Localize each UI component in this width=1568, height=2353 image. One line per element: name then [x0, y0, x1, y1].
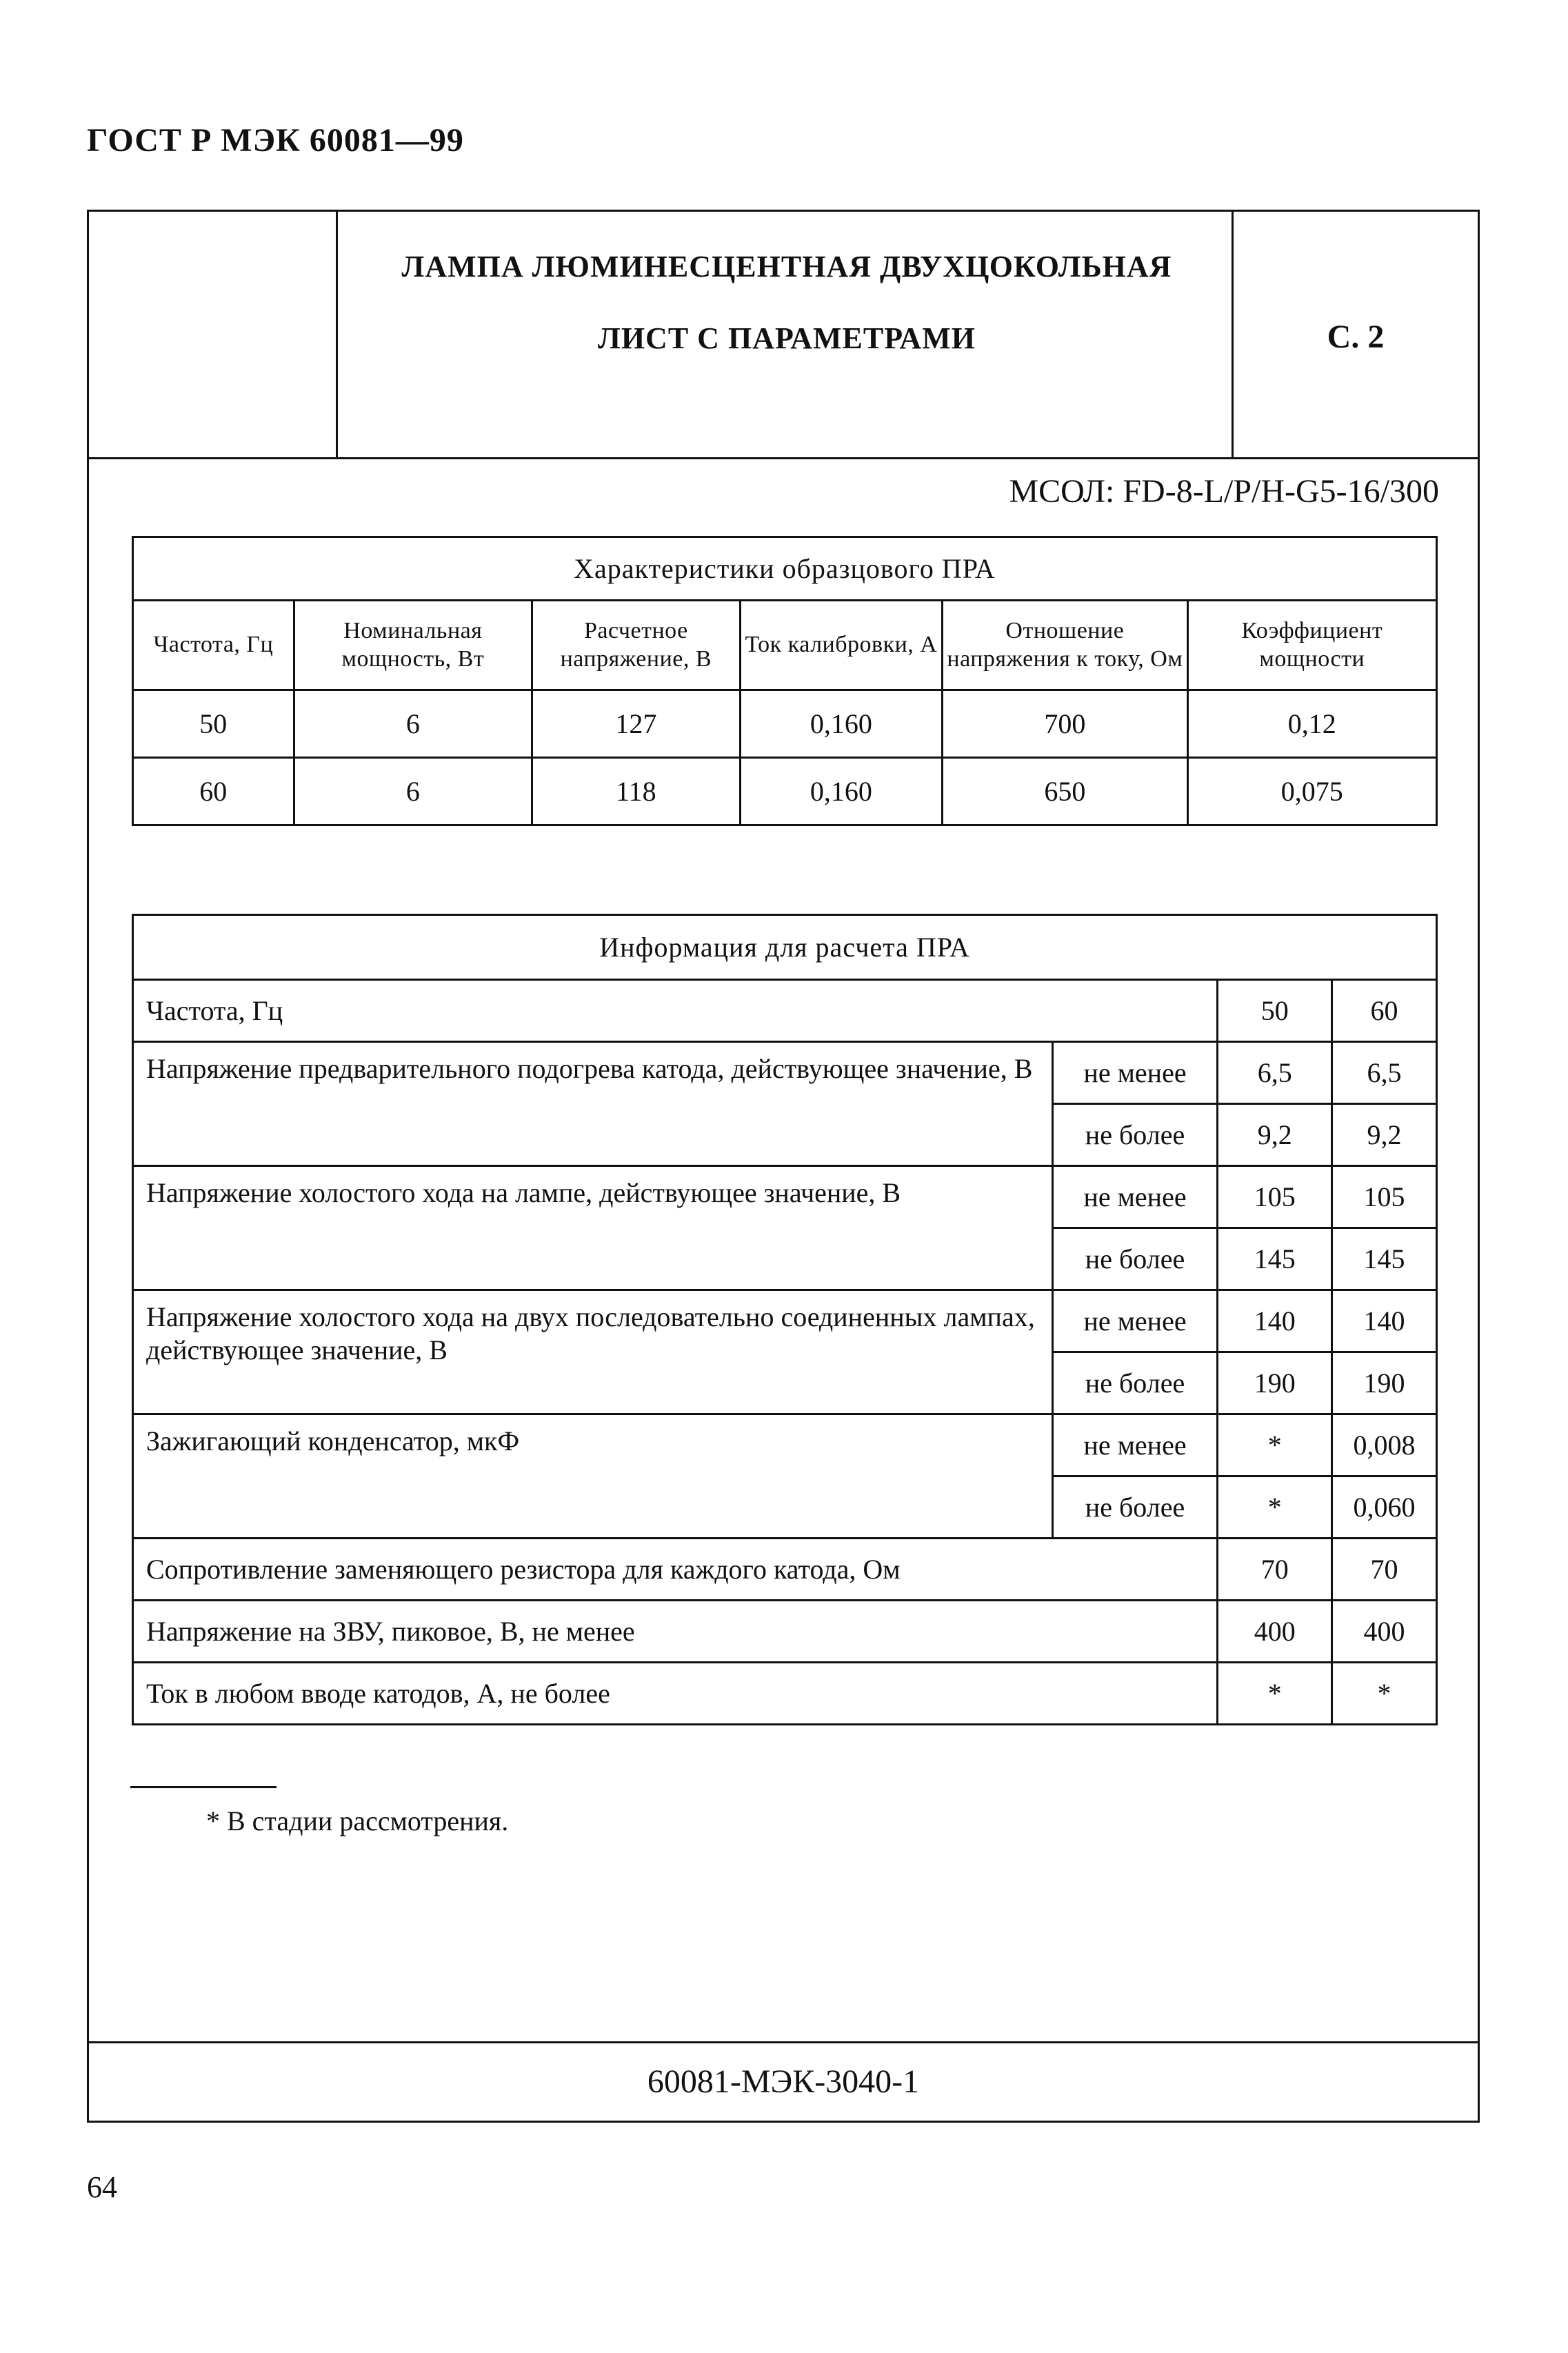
table-cell: 60 — [1332, 980, 1437, 1042]
table-cell: 0,160 — [740, 690, 943, 758]
table-header-row — [133, 601, 1437, 690]
table-cell: 9,2 — [1218, 1104, 1332, 1166]
table-caption: Информация для расчета ПРА — [133, 915, 1437, 980]
table-row — [133, 1290, 1437, 1352]
row-label: Сопротивление заменяющего резистора для каждого катода, Ом — [133, 1539, 1218, 1601]
column-header: Отношение напряжения к току, Ом — [943, 601, 1187, 690]
table-cell: 127 — [532, 690, 741, 758]
table-cell: 190 — [1218, 1352, 1332, 1414]
row-label: Частота, Гц — [133, 980, 1218, 1042]
column-header: Коэффициент мощности — [1187, 601, 1436, 690]
table-cell: 0,12 — [1187, 690, 1436, 758]
table-cell: * — [1218, 1476, 1332, 1539]
table-cell: 105 — [1332, 1166, 1437, 1228]
column-header: Расчетное напряжение, В — [532, 601, 741, 690]
table-row — [133, 1663, 1437, 1725]
table-cell: 145 — [1218, 1228, 1332, 1290]
sheet-number: С. 2 — [1327, 319, 1385, 355]
row-label: Напряжение на ЗВУ, пиковое, В, не менее — [133, 1601, 1218, 1663]
limit-label: не менее — [1052, 1414, 1218, 1476]
table-cell: 105 — [1218, 1166, 1332, 1228]
table-cell: 0,160 — [740, 758, 943, 825]
table-cell: 118 — [532, 758, 741, 825]
table-cell: 70 — [1332, 1539, 1437, 1601]
table-cell: 140 — [1218, 1290, 1332, 1352]
table-cell: 145 — [1332, 1228, 1437, 1290]
ballast-characteristics-table — [132, 536, 1438, 826]
table-cell: 700 — [943, 690, 1187, 758]
table-cell: 0,008 — [1332, 1414, 1437, 1476]
row-label: Напряжение холостого хода на лампе, действующее значение, В — [133, 1166, 1053, 1290]
table-cell: * — [1218, 1414, 1332, 1476]
table-cell: 50 — [1218, 980, 1332, 1042]
title-lamp-type: ЛАМПА ЛЮМИНЕСЦЕНТНАЯ ДВУХЦОКОЛЬНАЯ — [401, 250, 1172, 283]
limit-label: не более — [1052, 1104, 1218, 1166]
table-caption: Характеристики образцового ПРА — [133, 537, 1437, 601]
limit-label: не менее — [1052, 1042, 1218, 1104]
table-cell: 6 — [294, 758, 532, 825]
limit-label: не более — [1052, 1228, 1218, 1290]
table-cell: 9,2 — [1332, 1104, 1437, 1166]
table-cell: 0,075 — [1187, 758, 1436, 825]
table-cell: 6,5 — [1218, 1042, 1332, 1104]
table-cell: 190 — [1332, 1352, 1437, 1414]
table-row — [133, 1042, 1437, 1104]
table-cell: 400 — [1218, 1601, 1332, 1663]
footnote: * В стадии рассмотрения. — [206, 1805, 509, 1836]
table-row — [133, 1166, 1437, 1228]
column-header: Номинальная мощность, Вт — [294, 601, 532, 690]
column-header: Ток калибровки, А — [740, 601, 943, 690]
limit-label: не менее — [1052, 1290, 1218, 1352]
table-cell: 400 — [1332, 1601, 1437, 1663]
table-row — [133, 1539, 1437, 1601]
limit-label: не более — [1052, 1352, 1218, 1414]
table-cell: 650 — [943, 758, 1187, 825]
row-label: Напряжение холостого хода на двух последовательно соединенных лампах, действующее значение, В — [133, 1290, 1053, 1414]
page-number: 64 — [87, 2170, 117, 2204]
table-cell: 50 — [133, 690, 294, 758]
row-label: Напряжение предварительного подогрева катода, действующее значение, В — [133, 1042, 1053, 1166]
table-cell: 6 — [294, 690, 532, 758]
ballast-design-table — [132, 914, 1438, 1725]
table-row — [133, 980, 1437, 1042]
table-cell: 140 — [1332, 1290, 1437, 1352]
table-row — [133, 690, 1437, 758]
footer-code: 60081-МЭК-3040-1 — [89, 2041, 1478, 2121]
row-label: Зажигающий конденсатор, мкФ — [133, 1414, 1053, 1539]
document-frame — [87, 210, 1480, 2123]
table-cell: * — [1332, 1663, 1437, 1725]
table-row — [133, 1601, 1437, 1663]
row-label: Ток в любом вводе катодов, А, не более — [133, 1663, 1218, 1725]
limit-label: не более — [1052, 1476, 1218, 1539]
limit-label: не менее — [1052, 1166, 1218, 1228]
footnote-divider — [130, 1786, 277, 1788]
title-sheet-type: ЛИСТ С ПАРАМЕТРАМИ — [598, 321, 976, 355]
table-cell: 6,5 — [1332, 1042, 1437, 1104]
table-row — [133, 1414, 1437, 1476]
standard-header: ГОСТ Р МЭК 60081—99 — [87, 122, 464, 159]
column-header: Частота, Гц — [133, 601, 294, 690]
table-cell: 70 — [1218, 1539, 1332, 1601]
title-block — [89, 212, 1478, 459]
title-left-cell — [89, 212, 338, 457]
table-cell: 60 — [133, 758, 294, 825]
table-row — [133, 758, 1437, 825]
msol-code: МСОЛ: FD-8-L/P/H-G5-16/300 — [1009, 473, 1439, 510]
table-cell: 0,060 — [1332, 1476, 1437, 1539]
table-cell: * — [1218, 1663, 1332, 1725]
